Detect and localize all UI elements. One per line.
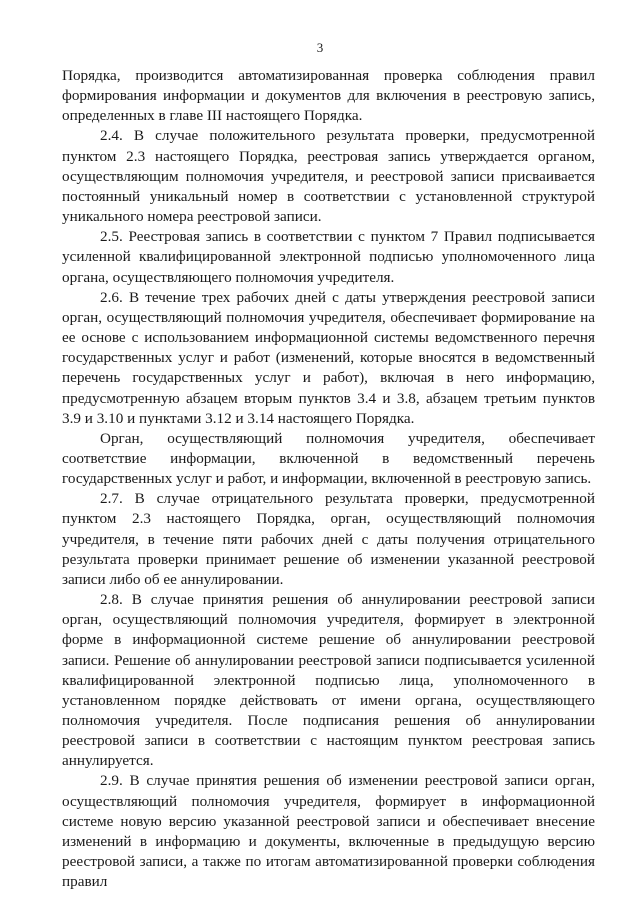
paragraph-2-8: 2.8. В случае принятия решения об аннулировании реестровой записи орган, осуществляющий полномочия учредителя, формирует в электронной форме в информационной системе решение об аннулировании реестровой записи. Решение об аннулировании реестровой записи подписывается усиленной квалифицированной электронной подписью лица, уполномоченного в установленном порядке действовать от имени органа, осуществляющего полномочия учредителя. После подписания решения об аннулировании реестровой записи в соответствии с настоящим пунктом реестровая запись аннулируется. [62, 591, 595, 770]
paragraph-2-7: 2.7. В случае отрицательного результата проверки, предусмотренной пунктом 2.3 настоящего Порядка, орган, осуществляющий полномочия учредителя, в течение пяти рабочих дней с даты получения отрицательного результата проверки принимает решение об изменении указанной реестровой записи либо об ее аннулировании. [62, 490, 595, 588]
paragraph-2-9: 2.9. В случае принятия решения об изменении реестровой записи орган, осуществляющий полномочия учредителя, формирует в информационной системе новую версию указанной реестровой записи и обеспечивает внесение изменений в информацию и документы, включенные в предыдущую версию реестровой записи, а также по итогам автоматизированной проверки соблюдения правил [62, 772, 595, 891]
page-number: 3 [316, 40, 324, 55]
paragraph-continuation: Порядка, производится автоматизированная проверка соблюдения правил формирования информации и документов для включения в реестровую запись, определенных в главе III настоящего Порядка. [62, 67, 595, 125]
paragraph-2-6: 2.6. В течение трех рабочих дней с даты утверждения реестровой записи орган, осуществляющий полномочия учредителя, обеспечивает формирование на ее основе с использованием информационной системы ведомственного перечня государственных услуг и работ (изменений, которые вносятся в ведомственный перечень государственных услуг и работ), включая в него информацию, предусмотренную абзацем вторым пунктов 3.4 и 3.8, абзацем третьим пунктов 3.9 и 3.10 и пунктами 3.12 и 3.14 настоящего Порядка. [62, 288, 595, 427]
document-body [62, 66, 595, 892]
paragraph-2-6-second: Орган, осуществляющий полномочия учредителя, обеспечивает соответствие информации, включенной в ведомственный перечень государственных услуг и работ, и информации, включенной в реестровую запись. [62, 429, 595, 488]
paragraph-2-5: 2.5. Реестровая запись в соответствии с пунктом 7 Правил подписывается усиленной квалифицированной электронной подписью уполномоченного лица органа, осуществляющего полномочия учредителя. [62, 228, 595, 286]
paragraph-2-4: 2.4. В случае положительного результата проверки, предусмотренной пунктом 2.3 настоящего Порядка, реестровая запись утверждается органом, осуществляющим полномочия учредителя, и реестровой записи присваивается постоянный уникальный номер в соответствии с установленной структурой уникального номера реестровой записи. [62, 127, 595, 226]
